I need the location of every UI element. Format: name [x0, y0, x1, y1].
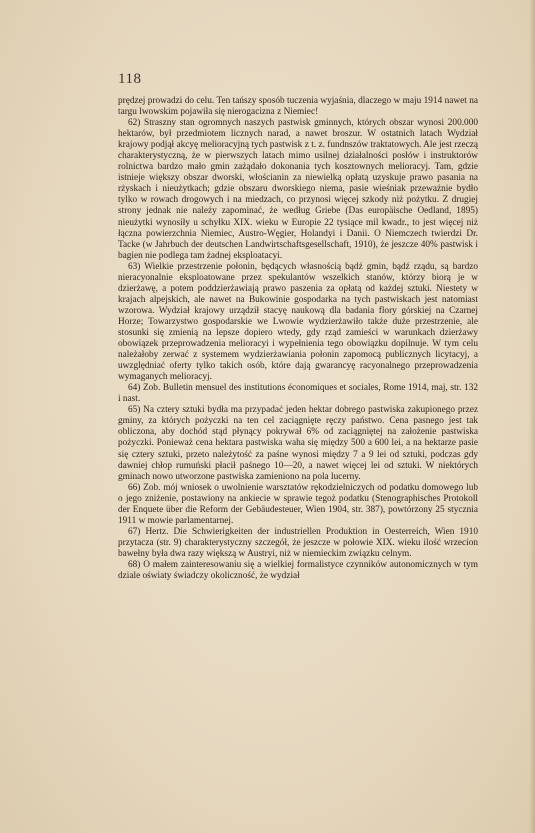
footnote-66: 66) Zob. mój wniosek o uwolnienie warsztatów rękodzielniczych od podatku domowego lub o jego zniżenie, postawiony na ankiecie w sprawie tegoż podatku (Stenographisches Protokoll der Enquete über die Reform der Gebäudesteuer, Wien 1904, str. 387), powtórzony 25 stycznia 1911 w mowie parlamentarnej. — [118, 482, 478, 526]
footnote-65: 65) Na cztery sztuki bydła ma przypadać jeden hektar dobrego pastwiska zakupionego przez gminy, za których pożyczki na ten cel zaciągnięte ręczy państwo. Cena pasnego jest tak obliczona, aby dochód stąd płynący pokrywał 6% od zaciągniętej na założenie pastwiska pożyczki. Ponieważ cena hektara pastwiska waha się między 500 a 600 lei, a na hektarze pasie się cztery sztuki, przeto należytość za paśne wynosi między 7 a 9 lei od sztuki, podczas gdy dawniej chłop rumuński płacił paśnego 10—20, a nawet więcej lei od sztuki. W niektórych gminach nowo utworzone pastwiska zamieniono na pola lucerny. — [118, 405, 478, 482]
footnote-63: 63) Wielkie przestrzenie połonin, będących własnością bądź gmin, bądź rządu, są bardzo nieracyonalnie eksploatowane przez spekulantów wszelkich stanów, którzy biorą je w dzierżawę, a potem poddzierżawiają prawo paszenia za opłatą od każdej sztuki. Niestety w krajach alpejskich, ale nawet na Bukowinie gospodarka na tych pastwiskach jest natomiast wzorowa. Wydział krajowy urządził stacyę naukową dla badania flory górskiej na Czarnej Horze; Towarzystwo gospodarskie we Lwowie wydzierżawiło także duże przestrzenie, ale stosunki się zmienią na lepsze dopiero wtedy, gdy rząd zamieści w warunkach dzierżawy obowiązek przeprowadzenia melioracyi i wypełnienia tego obowiązku dopilnuje. W tym celu należałoby zerwać z systemem wydzierżawiania połonin zapomocą publicznych licytacyj, a uwzględniać oferty tylko takich osób, które dają gwarancyę racyonalnego przeprowadzenia wymaganych melioracyj. — [118, 261, 478, 383]
page-edge-shadow — [529, 0, 535, 833]
footnote-62: 62) Straszny stan ogromnych naszych pastwisk gminnych, których obszar wynosi 200.000 hektarów, był przedmiotem licznych narad, a nawet broszur. W ostatnich latach Wydział krajowy podjął akcyę melioracyjną tych pastwisk z t. z. fundnszów traktatowych. Ale jest rzeczą charakterystyczną, że w pierwszych latach mimo usilnej działalności posłów i instruktorów rolnictwa bardzo mało gmin zażądało dokonania tych kosztownych melioracyj. Tam, gdzie istnieje większy obszar dworski, włościanin za niewielką opłatą uzyskuje prawo pasania na rżyskach i nieużytkach; gdzie obszaru dworskiego niema, pasie wieśniak przeważnie bydło tylko w rowach drogowych i na miedzach, co przynosi więcej szkody niż pożytku. Z drugiej strony jednak nie należy zapominać, że według Griebe (Das europäische Oedland, 1895) nieużytki wynosiły u schyłku XIX. wieku w Europie 22 tysiące mil kwadr., to jest więcej niż łączna powierzchnia Niemiec, Austro-Węgier, Holandyi i Danii. O Niemczech twierdzi Dr. Tacke (w Jahrbuch der deutschen Landwirtschaftsgesellschaft, 1910), że jeszcze 40% pastwisk i bagien nie podlega tam żadnej eksploatacyi. — [118, 118, 478, 261]
page-number: 118 — [118, 71, 142, 87]
paragraph-continuation: prędzej prowadzi do celu. Ten tańszy sposób tuczenia wyjaśnia, dlaczego w maju 1914 nawet na targu lwowskim pojawiła się nierogacizna z Niemiec! — [118, 96, 478, 118]
footnote-64: 64) Zob. Bulletin mensuel des institutions économiques et sociales, Rome 1914, maj, str. 132 i nast. — [118, 383, 478, 405]
footnote-68: 68) O małem zainteresowaniu się a wielkiej formalistyce czynników autonomicznych w tym dziale oświaty świadczy okoliczność, że wydział — [118, 559, 478, 582]
footnote-67: 67) Hertz. Die Schwierigkeiten der industriellen Produktion in Oesterreich, Wien 1910 przytacza (str. 9) charakterystyczny szczegół, że jeszcze w połowie XIX. wieku ilość wrzecion bawełny była dwa razy większą w Austryi, niż w niemieckim związku celnym. — [118, 526, 478, 559]
footnotes-text — [118, 96, 478, 582]
